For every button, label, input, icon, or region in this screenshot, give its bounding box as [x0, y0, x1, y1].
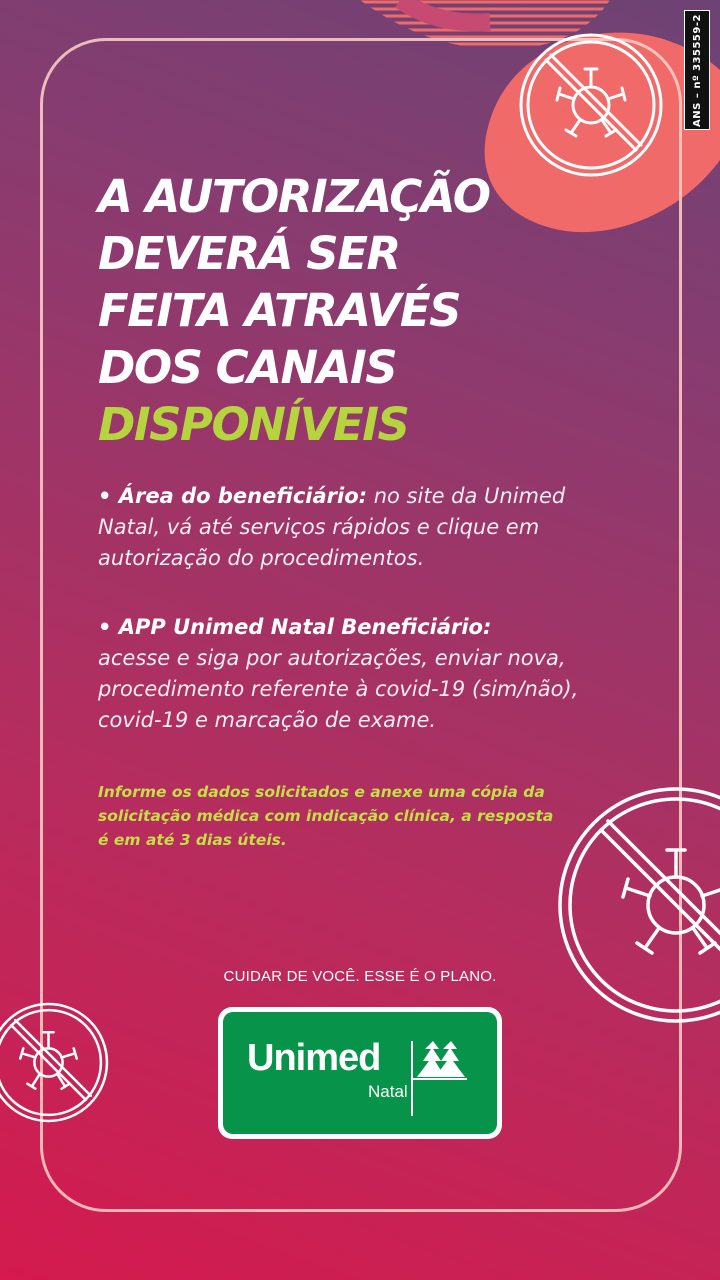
logo-wordmark: Unimed — [247, 1037, 381, 1079]
bullet-label: • Área do beneficiário: — [98, 484, 368, 508]
bullet-text: no site da Unimed Natal, vá até serviços rápidos e clique em autorização do procedimentos. — [98, 484, 566, 570]
logo-background — [223, 1012, 497, 1134]
tagline: CUIDAR DE VOCÊ. ESSE É O PLANO. — [223, 968, 497, 985]
ans-registration-badge — [684, 10, 710, 130]
no-virus-icon — [516, 30, 666, 180]
bullet-beneficiary-area — [98, 481, 618, 574]
logo-city: Natal — [368, 1082, 408, 1101]
headline-accent: DISPONÍVEIS — [98, 398, 409, 451]
headline-line: FEITA ATRAVÉS — [98, 284, 461, 337]
info-note: Informe os dados solicitados e anexe uma cópia da solicitação médica com indicação clínica, a resposta é em até 3 dias úteis. — [98, 783, 554, 849]
bullet-label: • APP Unimed Natal Beneficiário: — [98, 615, 492, 639]
bullet-app — [98, 612, 618, 736]
unimed-tree-icon — [409, 1041, 469, 1116]
ans-registration-text: ANS – nº 335559-2 — [691, 13, 703, 127]
no-virus-icon — [556, 785, 720, 1025]
headline-line: DEVERÁ SER — [98, 227, 400, 280]
headline-line: A AUTORIZAÇÃO — [98, 170, 490, 223]
headline — [98, 168, 518, 453]
unimed-logo — [218, 1007, 502, 1139]
no-virus-icon — [0, 1000, 111, 1125]
bullet-text: acesse e siga por autorizações, enviar nova, procedimento referente à covid-19 (sim/não), covid-19 e marcação de exame. — [98, 646, 579, 732]
headline-line: DOS CANAIS — [98, 341, 397, 394]
